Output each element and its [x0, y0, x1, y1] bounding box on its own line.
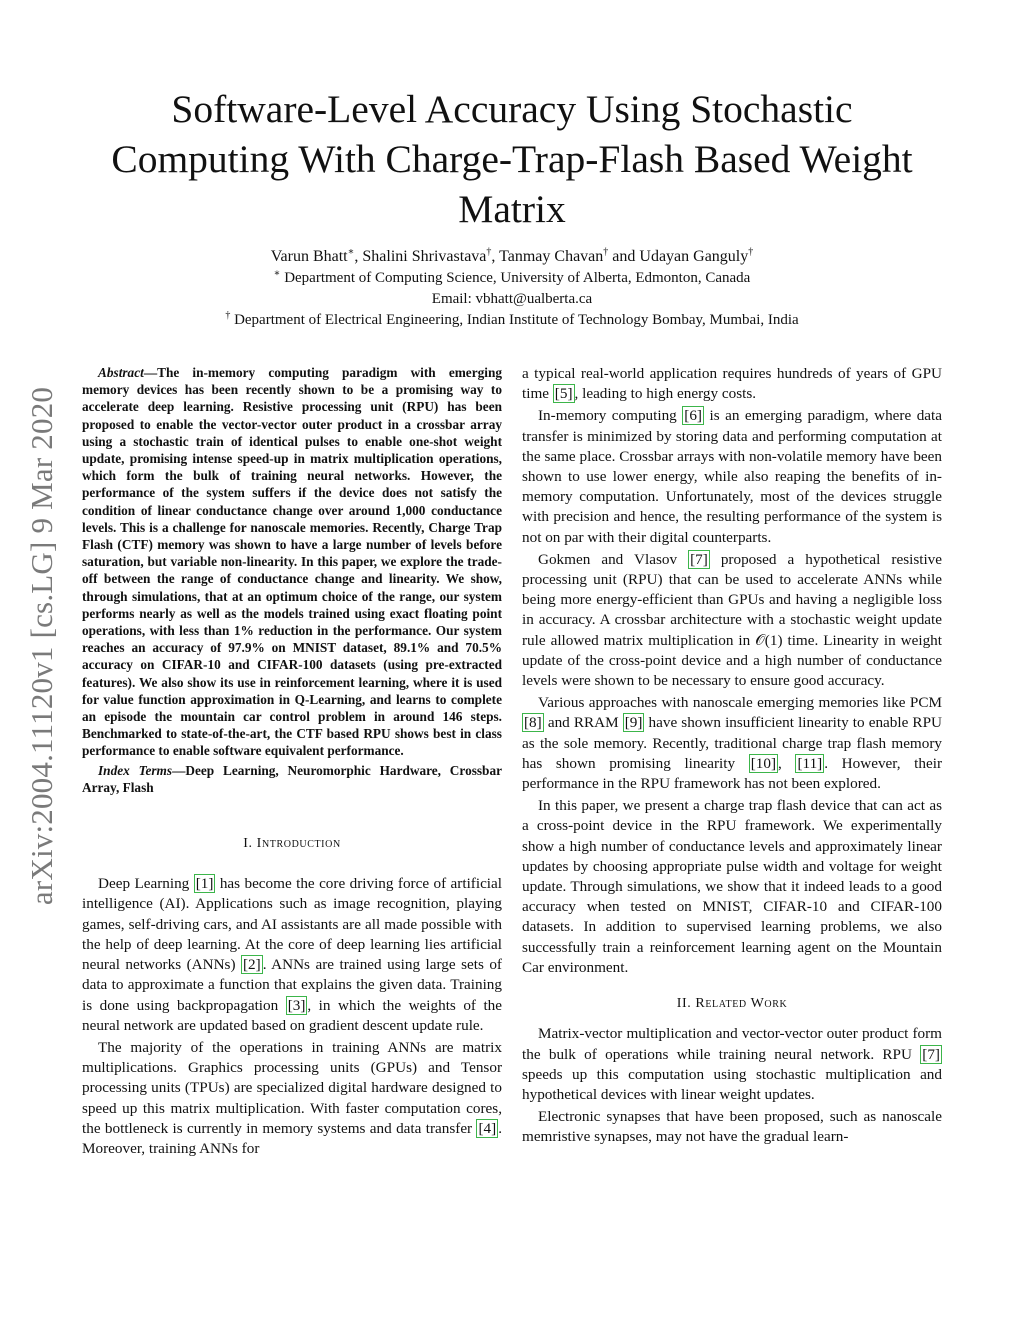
author-name: Varun Bhatt	[270, 248, 348, 265]
paper-title	[80, 84, 944, 234]
affiliation-1	[80, 268, 944, 289]
affiliation-text: Department of Electrical Engineering, Indian Institute of Technology Bombay, Mumbai, India	[230, 312, 799, 328]
citation-link[interactable]: [10]	[750, 754, 777, 772]
affiliation-marker: †	[225, 310, 231, 321]
author-list	[80, 246, 944, 268]
paragraph	[522, 364, 942, 404]
author-marker: ∗	[347, 246, 355, 258]
paragraph-text: . However, their performance in the RPU framework has not been explored.	[522, 754, 943, 793]
paragraph-text: . ANNs are trained using large sets of data to approximate a function that explains the given data. Training is done using backpropagation	[82, 956, 502, 1014]
citation-link[interactable]: [7]	[922, 1045, 940, 1063]
affiliation-marker: ∗	[273, 268, 281, 279]
paragraph	[522, 1107, 942, 1147]
author-name: , Shalini Shrivastava	[354, 248, 487, 265]
paragraph-text: Matrix-vector multiplication and vector-vector outer product form the bulk of operations while training neural network. RPU	[522, 1025, 942, 1063]
citation-link[interactable]: [2]	[243, 956, 261, 974]
paragraph-text: . Moreover, training ANNs for	[82, 1119, 502, 1157]
paragraph-text: have shown insufficient linearity to enable RPU as the sole memory. Recently, traditional charge trap flash memory has shown promising linearity	[522, 714, 942, 772]
author-name: and Udayan Ganguly	[608, 248, 749, 265]
affiliation-text: Department of Computing Science, University of Alberta, Edmonton, Canada	[280, 270, 751, 286]
paragraph-text: ,	[778, 754, 796, 772]
citation-link[interactable]: [5]	[554, 385, 573, 403]
abstract-text: —The in-memory computing paradigm with emerging memory devices has been recently shown to be a promising way to accelerate deep learning. Resistive processing unit (RPU) has been proposed to enable the vector-vector outer product in a crossbar array using a stochastic train of identical pulses to enable one-shot weight update, promising intense speed-up in matrix multiplication operations, which form the bulk of training neural networks. However, the performance of the system suffers if the device does not satisfy the condition of linear conductance change over around 1,000 conductance levels. This is a challenge for nanoscale memories. Recently, Charge Trap Flash (CTF) memory was shown to have a large number of levels before saturation, but variable non-linearity. In this paper, we explore the trade-off between the range of conductance change and linearity. We show, through simulations, that at an optimum choice of the range, our system performs nearly as well as the models trained using exact floating point operations, with less than 1% reduction in the performance. Our system reaches an accuracy of 97.9% on MNIST dataset, 89.1% and 70.5% accuracy on CIFAR-10 and CIFAR-100 datasets (using pre-extracted features). We also show its use in reinforcement learning, where it is used for value function approximation in Q-Learning, and learns to complete an episode the mountain car control problem in around 146 steps. Benchmarked to state-of-the-art, the CTF based RPU shows best in class performance to enable software equivalent performance.	[82, 365, 502, 759]
right-column	[522, 364, 942, 1150]
citation-link[interactable]: [7]	[690, 550, 708, 568]
author-name: , Tanmay Chavan	[491, 248, 604, 265]
title-line-2: Computing With Charge-Trap-Flash Based Weight	[111, 137, 913, 181]
citation-link[interactable]: [1]	[195, 875, 214, 893]
paragraph-text: Deep Learning	[98, 875, 194, 893]
left-column	[82, 364, 502, 1161]
citation-link[interactable]: [9]	[624, 714, 643, 732]
paragraph	[522, 1024, 942, 1105]
paragraph-text: has become the core driving force of artificial intelligence (AI). Applications such as image recognition, playing games, self-driving cars, and AI assistants are all made possible with the help of deep learning. At the core of deep learning lies artificial neural networks (ANNs)	[82, 875, 502, 974]
citation-link[interactable]: [6]	[684, 407, 702, 425]
paragraph-text: The majority of the operations in training ANNs are matrix multiplications. Graphics processing units (GPUs) and Tensor processing units (TPUs) are specialized digital hardware designed to speed up this matrix multiplication. With faster computation cores, the bottleneck is currently in memory systems and data transfer	[82, 1038, 502, 1137]
abstract	[82, 364, 502, 760]
title-line-3: Matrix	[458, 187, 566, 231]
paragraph-text: In-memory computing	[538, 407, 683, 425]
paragraph-text: , leading to high energy costs.	[574, 385, 757, 403]
author-marker: †	[486, 246, 492, 258]
author-email: Email: vbhatt@ualberta.ca	[431, 291, 593, 307]
author-marker: †	[748, 246, 754, 258]
citation-link[interactable]: [4]	[478, 1119, 497, 1137]
paragraph-text: a typical real-world application requires hundreds of years of GPU time	[522, 365, 942, 403]
citation-link[interactable]: [11]	[797, 754, 823, 772]
citation-link[interactable]: [3]	[287, 996, 306, 1014]
paragraph	[522, 796, 942, 978]
paragraph	[522, 406, 942, 547]
index-terms-label: Index Terms	[98, 762, 173, 778]
paragraph	[522, 693, 942, 794]
citation-link[interactable]: [8]	[524, 714, 542, 732]
index-terms-text: —Deep Learning, Neuromorphic Hardware, Crossbar Array, Flash	[82, 762, 503, 795]
section-heading-introduction: I. Introduction	[243, 836, 341, 852]
paragraph-text: In this paper, we present a charge trap flash device that can act as a cross-point device in the RPU framework. We experimentally show a high number of conductance levels and approximately linear updates by choosing appropriate pulse width and voltage for weight update. Through simulations, we show that it indeed leads to a good accuracy when tested on MNIST, CIFAR-10 and CIFAR-100 datasets. In addition to supervised learning problems, we also successfully train a reinforcement learning agent on the Mountain Car environment.	[522, 797, 942, 976]
abstract-label: Abstract	[98, 365, 144, 380]
index-terms	[82, 762, 502, 796]
paragraph-text: Various approaches with nanoscale emerging memories like PCM	[538, 694, 942, 712]
paragraph-text: is an emerging paradigm, where data transfer is minimized by storing data and performing computation at the same place. Crossbar arrays with non-volatile memory have been shown to use lower energy, while also reaping the benefits of in-memory computation. Unfortunately, most of the devices struggle with precision and hence, the resulting performance of the system is not on par with their digital counterparts.	[522, 407, 942, 546]
paragraph-text: , in which the weights of the neural network are updated based on gradient descent update rule.	[82, 996, 502, 1034]
author-block	[80, 246, 944, 331]
paragraph-text: Electronic synapses that have been proposed, such as nanoscale memristive synapses, may not have the gradual learn-	[522, 1108, 942, 1146]
paragraph-text: and RRAM	[543, 714, 623, 732]
paragraph-text: Gokmen and Vlasov	[538, 550, 689, 568]
author-marker: †	[603, 246, 609, 258]
paragraph-text: proposed a hypothetical resistive processing unit (RPU) that can be used to accelerate ANNs while being more energy-efficient than GPUs and having a negligible loss in accuracy. A crossbar architecture with a stochastic weight update rule allowed matrix multiplication in 𝒪(1) time. Linearity in weight update of the cross-point device and a high number of conductance levels were shown to be necessary to ensure good accuracy.	[522, 550, 943, 690]
paragraph-text: speeds up this computation using stochastic multiplication and hypothetical devices with linear weight updates.	[522, 1065, 942, 1103]
section-heading-related-work: II. Related Work	[676, 996, 788, 1012]
affiliation-2	[80, 310, 944, 331]
arxiv-identifier: arXiv:2004.11120v1 [cs.LG] 9 Mar 2020	[24, 386, 59, 906]
paragraph	[82, 874, 502, 1036]
paragraph	[82, 1038, 502, 1159]
paragraph	[522, 550, 942, 691]
title-line-1: Software-Level Accuracy Using Stochastic	[171, 87, 853, 131]
